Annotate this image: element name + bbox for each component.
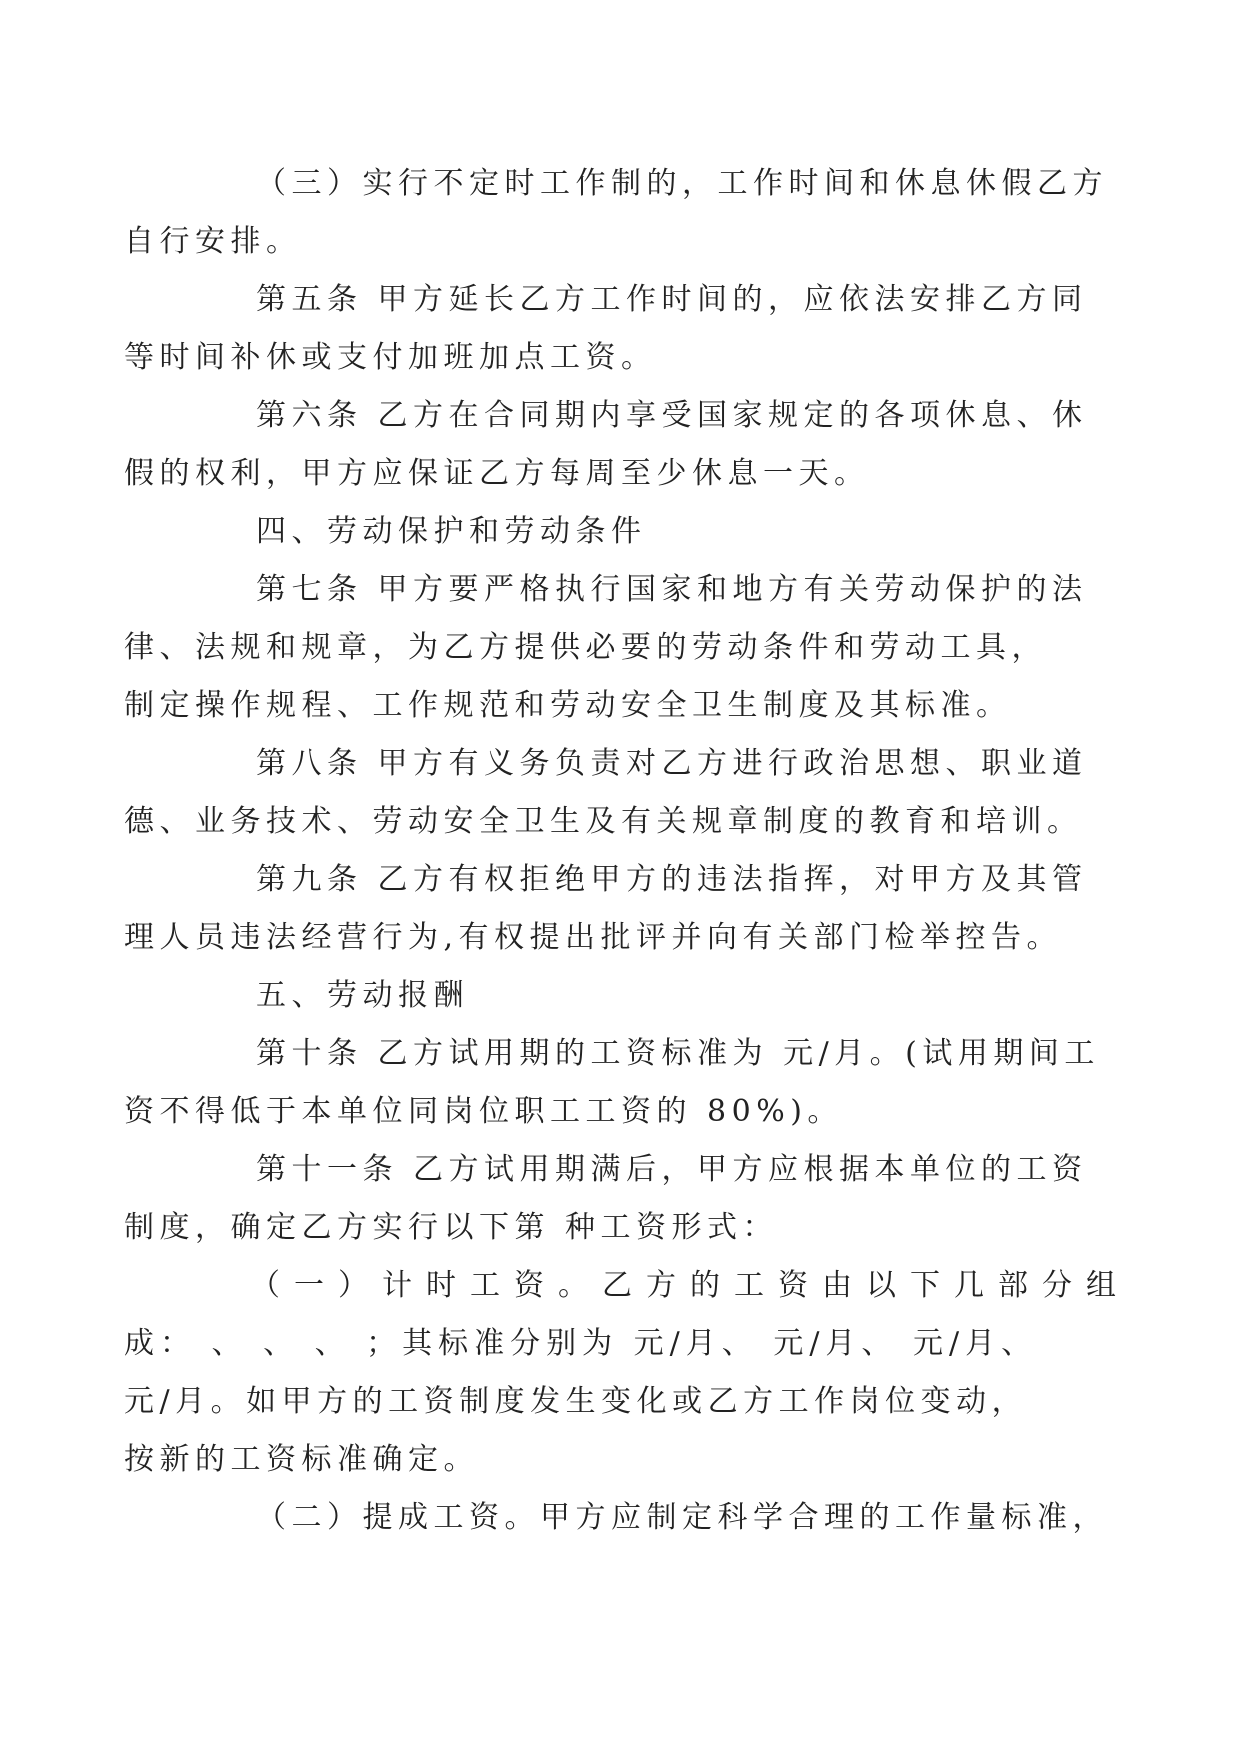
text-line: 成： 、 、 、 ；其标准分别为 元/月、 元/月、 元/月、 — [124, 1326, 1038, 1361]
text-line: 制度，确定乙方实行以下第 种工资形式： — [124, 1210, 779, 1245]
paragraph-article-6 — [124, 387, 1088, 503]
text-line: 第八条 甲方有义务负责对乙方进行政治思想、职业道 — [256, 746, 1088, 781]
text-line: 德、业务技术、劳动安全卫生及有关规章制度的教育和培训。 — [124, 804, 1083, 839]
text-line: 元/月。如甲方的工资制度发生变化或乙方工作岗位变动， — [124, 1384, 1028, 1419]
text-line: 五、劳动报酬 — [256, 978, 469, 1013]
paragraph-commission-wage — [190, 1489, 1108, 1547]
text-line: 第五条 甲方延长乙方工作时间的，应依法安排乙方同 — [256, 282, 1088, 317]
text-line: 等时间补休或支付加班加点工资。 — [124, 340, 657, 375]
text-line: 第十条 乙方试用期的工资标准为 元/月。(试用期间工 — [256, 1036, 1100, 1071]
text-line: 第十一条 乙方试用期满后，甲方应根据本单位的工资 — [256, 1152, 1088, 1187]
text-line: 第七条 甲方要严格执行国家和地方有关劳动保护的法 — [256, 572, 1088, 607]
text-line: 理人员违法经营行为,有权提出批评并向有关部门检举控告。 — [124, 920, 1063, 955]
text-line: 假的权利，甲方应保证乙方每周至少休息一天。 — [124, 456, 870, 491]
text-line: 资不得低于本单位同岗位职工工资的 80%)。 — [124, 1094, 843, 1129]
text-line: 按新的工资标准确定。 — [124, 1442, 479, 1477]
text-line: （一）计时工资。乙方的工资由以下几部分组 — [250, 1268, 1130, 1303]
section-heading-labor-protection — [190, 503, 1056, 561]
text-line: 律、法规和规章，为乙方提供必要的劳动条件和劳动工具， — [124, 630, 1047, 665]
text-line: （三）实行不定时工作制的，工作时间和休息休假乙方 — [256, 166, 1108, 201]
text-line: 四、劳动保护和劳动条件 — [256, 514, 647, 549]
paragraph-article-8 — [124, 735, 1088, 851]
section-heading-remuneration — [190, 967, 1056, 1025]
contract-body-text — [124, 155, 1130, 1547]
text-line: （二）提成工资。甲方应制定科学合理的工作量标准， — [256, 1500, 1108, 1535]
text-line: 第九条 乙方有权拒绝甲方的违法指挥，对甲方及其管 — [256, 862, 1088, 897]
paragraph-hourly-wage — [124, 1257, 1130, 1489]
text-line: 制定操作规程、工作规范和劳动安全卫生制度及其标准。 — [124, 688, 1012, 723]
paragraph-article-9 — [124, 851, 1088, 967]
paragraph-article-7 — [124, 561, 1088, 735]
paragraph-article-10 — [124, 1025, 1100, 1141]
text-line: 自行安排。 — [124, 224, 302, 259]
paragraph-irregular-hours — [124, 155, 1108, 271]
text-line: 第六条 乙方在合同期内享受国家规定的各项休息、休 — [256, 398, 1088, 433]
paragraph-article-5 — [124, 271, 1088, 387]
paragraph-article-11 — [124, 1141, 1088, 1257]
